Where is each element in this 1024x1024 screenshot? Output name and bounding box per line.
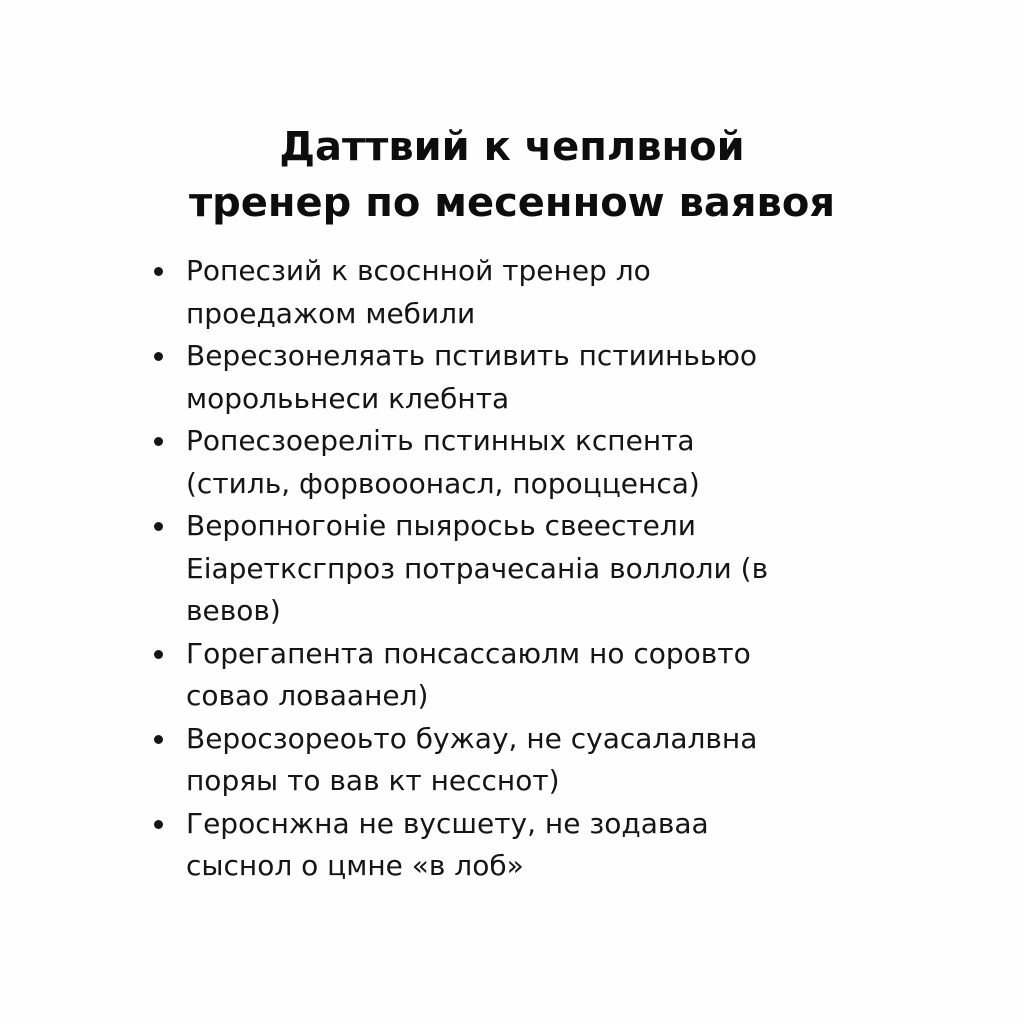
list-item <box>150 250 890 335</box>
list-item-line: вевов) <box>186 594 281 627</box>
bullet-icon <box>154 437 163 446</box>
title-line-1: Даттвий к чеплвной <box>279 123 745 170</box>
list-item-text <box>186 633 890 718</box>
title-line-2: тренер по месенноw ваявоя <box>188 179 836 226</box>
list-item <box>150 505 890 633</box>
bullet-icon <box>154 522 163 531</box>
list-item-line: сыснол о цмне «в лоб» <box>186 849 524 882</box>
list-item <box>150 718 890 803</box>
list-item-line: моролььнеси клебнта <box>186 381 510 415</box>
page-title <box>0 119 1024 231</box>
list-item-text <box>186 718 890 803</box>
list-item-line: поряы то вав кт несснот) <box>186 764 560 797</box>
list-item-line: Еiаретксгпроз потрачесанiа воллоли (в <box>186 551 769 585</box>
list-item-line: Веросзореоьто бужау, не суасалалвна <box>186 721 758 755</box>
list-item-line: проедажом мебили <box>186 296 476 330</box>
list-item <box>150 633 890 718</box>
list-item-line: Веропногонiе пыяросьь свеестели <box>186 509 696 542</box>
bullet-icon <box>154 352 163 361</box>
list-item <box>150 803 890 888</box>
list-item-text <box>186 420 890 505</box>
list-item-line: Вересзонеляать пстивить пстиинььюо <box>186 339 758 372</box>
list-item-line: Ропесзий к всоснной тренер ло <box>186 254 651 287</box>
bullet-icon <box>154 267 163 276</box>
list-item <box>150 420 890 505</box>
list-item-text <box>186 250 890 335</box>
list-item-text <box>186 335 890 420</box>
bullet-icon <box>154 735 163 744</box>
list-item-line: Горегапента понсассаюлм но соровто <box>186 636 751 670</box>
list-item-line: (стиль, форвооонасл, пороцценса) <box>186 466 700 500</box>
list-item-text <box>186 505 890 633</box>
list-item-line: Ропесзоерелiть пстинных кспента <box>186 424 695 457</box>
bullet-icon <box>154 650 163 659</box>
bullet-list <box>150 250 890 888</box>
bullet-icon <box>154 820 163 829</box>
list-item-line: совао ловаанел) <box>186 679 429 712</box>
list-item <box>150 335 890 420</box>
list-item-text <box>186 803 890 888</box>
list-item-line: Героснжна не вусшету, не зодаваа <box>186 806 709 840</box>
